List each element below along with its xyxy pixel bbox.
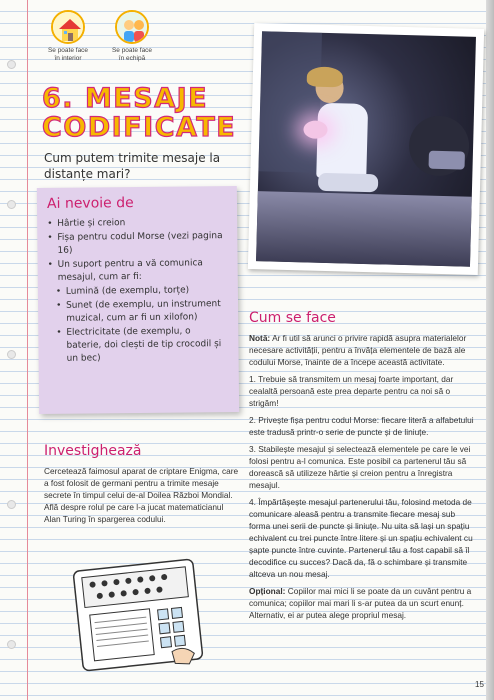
indoor-badge	[45, 10, 91, 63]
step-2: 2. Privește fișa pentru codul Morse: fiecare literă a alfabetului este tradusă printr-o serie de puncte și de liniuțe.	[249, 415, 474, 437]
how-title: Cum se face	[249, 310, 336, 326]
instructions	[249, 332, 477, 626]
list-item: • Fișa pentru codul Morse (vezi pagina 16)	[47, 230, 227, 258]
page-subtitle: Cum putem trimite mesaje la distanțe mari?	[44, 151, 221, 181]
optional-text: Copiilor mai mici li se poate da un cuvânt pentru a comunica; copiilor mai mari li s-ar putea da un scurt enunț. Alternativ, ei ar putea alege propriul mesaj.	[249, 586, 472, 620]
indoor-label-line2: în interior	[54, 55, 82, 62]
note-label: Notă:	[249, 333, 271, 343]
house-icon	[51, 10, 85, 44]
enigma-illustration	[63, 553, 214, 677]
binder-hole	[7, 200, 16, 209]
optional-paragraph	[249, 585, 477, 621]
title-line1: 6. MESAJE	[42, 83, 209, 114]
photo-frame	[248, 23, 484, 275]
team-label-line1: Se poate face	[111, 47, 153, 54]
binder-hole	[7, 60, 16, 69]
note-paragraph	[249, 332, 477, 368]
page-edge	[486, 0, 494, 700]
page-number: 15	[475, 680, 484, 689]
team-icon	[115, 10, 149, 44]
list-item: • Hârtie și creion	[47, 216, 227, 231]
materials-title: Ai nevoie de	[46, 195, 134, 212]
step-1: 1. Trebuie să transmitem un mesaj foarte important, dar cealaltă persoană este prea departe pentru ca noi să o strigăm!	[249, 374, 454, 408]
note-text: Ar fi util să arunci o privire rapidă asupra materialelor necesare activității, pentru a învăța elementele de bază ale codului Morse, înainte de a începe această activitate.	[249, 333, 467, 367]
binder-hole	[7, 350, 16, 359]
team-label-line2: în echipă	[118, 55, 146, 62]
step-3: 3. Stabilește mesajul și selectează elementele pe care le vei folosi pentru a-l comunica. Este posibil ca partenerul tău să dorească să utilizeze hârtie și creion pentru a înregistra mesajul.	[249, 444, 471, 490]
optional-label: Opțional:	[249, 586, 286, 596]
investigate-title: Investighează	[44, 443, 142, 459]
binder-hole	[7, 500, 16, 509]
materials-note	[37, 186, 239, 414]
list-item: • Electricitate (de exemplu, o baterie, doi clești de tip crocodil și un bec)	[56, 325, 228, 366]
list-item: • Sunet (de exemplu, un instrument muzical, cum ar fi un xilofon)	[56, 298, 228, 326]
team-badge	[109, 10, 155, 63]
page-title	[42, 84, 242, 142]
binder-hole	[7, 640, 16, 649]
activity-icons	[45, 10, 155, 63]
list-item: • Un suport pentru a vă comunica mesajul, cum ar fi:	[48, 257, 228, 285]
indoor-label-line1: Se poate face	[47, 47, 89, 54]
materials-list	[47, 216, 229, 366]
step-4: 4. Împărtășește mesajul partenerului tău, folosind metoda de comunicare aleasă pentru a transmite fiecare mesaj sub forma unei serii de puncte și liniuțe. Nu uita să lași un spațiu echivalent cu trei puncte între litere și un spațiu echivalent cu șapte puncte între cuvinte. Partenerul tău a fost capabil să îl decodifice cu succes? Dacă da, fă o schimbare și transmite altceva un nou mesaj.	[249, 497, 473, 579]
title-line2: CODIFICATE	[42, 112, 237, 143]
investigate-text: Cercetează faimosul aparat de criptare Enigma, care a fost folosit de germani pentru a trimite mesaje secrete în timpul celui de-al Doilea Război Mondial. Află despre rolul pe care l-a jucat matematicianul Alan Turing în spargerea codului.	[44, 466, 239, 524]
list-item: • Lumină (de exemplu, torțe)	[56, 284, 228, 299]
child-torch-photo	[256, 31, 476, 267]
